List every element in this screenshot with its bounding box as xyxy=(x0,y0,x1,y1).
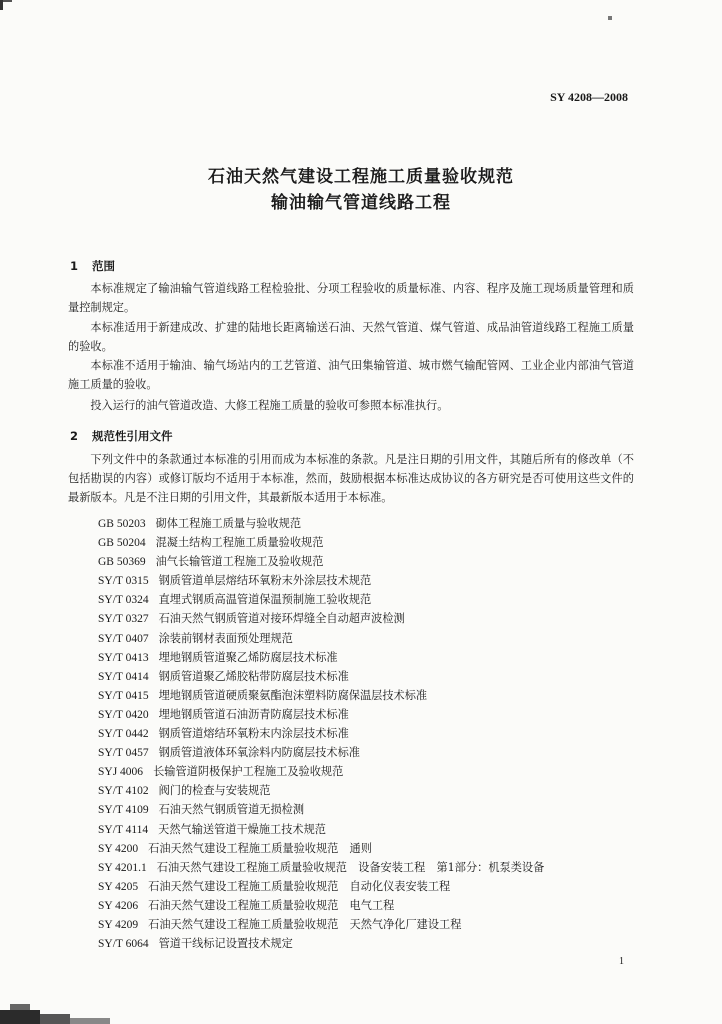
reference-item xyxy=(98,839,658,858)
reference-title: 石油天然气钢质管道无损检测 xyxy=(158,803,305,817)
reference-title: 砌体工程施工质量与验收规范 xyxy=(155,517,302,530)
reference-title: 钢质管道液体环氧涂料内防腐层技术标准 xyxy=(158,746,360,760)
reference-item xyxy=(98,571,658,590)
paragraph: 下列文件中的条款通过本标准的引用而成为本标准的条款。凡是注日期的引用文件，其随后所有的修改单（不包括勘误的内容）或修订版均不适用于本标准，然而，鼓励根据本标准达成协议的各方研究是否可使用这些文件的最新版本。凡是不注日期的引用文件，其最新版本适用于本标准。 xyxy=(68,453,634,504)
reference-code: SY/T 0324 xyxy=(98,594,149,607)
reference-code: SY/T 4109 xyxy=(98,804,149,817)
reference-title: 油气长输管道工程施工及验收规范 xyxy=(155,555,324,569)
reference-item xyxy=(98,686,658,705)
reference-item xyxy=(98,667,658,686)
reference-code: SY/T 0457 xyxy=(98,747,149,760)
reference-title: 涂装前钢材表面预处理规范 xyxy=(158,631,293,645)
reference-item xyxy=(98,934,658,953)
sub-title: 输油输气管道线路工程 xyxy=(271,193,451,213)
reference-title: 钢质管道熔结环氧粉末内涂层技术标准 xyxy=(158,727,349,741)
reference-item xyxy=(98,858,658,877)
reference-code: GB 50369 xyxy=(98,556,146,569)
reference-code: GB 50204 xyxy=(98,537,146,550)
reference-code: SY/T 0442 xyxy=(98,728,149,741)
reference-code: SY 4206 xyxy=(98,899,139,912)
reference-code: SY 4201.1 xyxy=(98,861,147,874)
reference-title: 钢质管道聚乙烯胶粘带防腐层技术标准 xyxy=(158,669,349,683)
reference-item xyxy=(98,800,658,819)
reference-title: 石油天然气建设工程施工质量验收规范 设备安装工程 第1部分：机泵类设备 xyxy=(156,860,545,874)
reference-code: SY/T 4102 xyxy=(98,785,149,798)
main-title: 石油天然气建设工程施工质量验收规范 xyxy=(208,167,514,187)
section-title: 范围 xyxy=(92,259,115,273)
reference-title: 埋地钢质管道石油沥青防腐层技术标准 xyxy=(158,707,349,721)
reference-title: 钢质管道单层熔结环氧粉末外涂层技术规范 xyxy=(158,574,372,588)
reference-title: 埋地钢质管道聚乙烯防腐层技术标准 xyxy=(158,650,338,664)
section-number: 2 xyxy=(70,429,79,443)
section-heading-normative-references xyxy=(70,428,173,444)
section-title: 规范性引用文件 xyxy=(92,429,173,443)
reference-item xyxy=(98,762,658,781)
reference-code: SY/T 6064 xyxy=(98,938,149,951)
reference-code: SY/T 4114 xyxy=(98,823,149,836)
reference-item xyxy=(98,514,658,533)
reference-title: 阀门的检查与安装规范 xyxy=(158,784,271,798)
reference-item xyxy=(98,648,658,667)
reference-item xyxy=(98,609,658,628)
reference-title: 石油天然气建设工程施工质量验收规范 电气工程 xyxy=(148,898,395,912)
scan-speck xyxy=(608,16,612,20)
paragraph: 本标准不适用于输油、输气场站内的工艺管道、油气田集输管道、城市燃气输配管网、工业企业内部油气管道施工质量的验收。 xyxy=(68,359,634,391)
reference-item xyxy=(98,629,658,648)
reference-code: SY/T 0315 xyxy=(98,575,149,588)
reference-item xyxy=(98,820,658,839)
reference-code: SY/T 0420 xyxy=(98,708,149,721)
reference-code: SY/T 0327 xyxy=(98,613,149,626)
reference-code: SY 4200 xyxy=(98,842,139,855)
scan-artifact-bottom-left xyxy=(0,996,120,1024)
reference-title: 长输管道阴极保护工程施工及验收规范 xyxy=(153,765,344,779)
reference-code: SY/T 0415 xyxy=(98,689,149,702)
reference-item xyxy=(98,552,658,571)
reference-item xyxy=(98,896,658,915)
paragraph: 本标准适用于新建成改、扩建的陆地长距离输送石油、天然气管道、煤气管道、成品油管道线路工程施工质量的验收。 xyxy=(68,321,634,353)
reference-code: SY/T 0414 xyxy=(98,670,149,683)
reference-code: GB 50203 xyxy=(98,518,146,530)
section-number: 1 xyxy=(70,259,79,273)
page-number: 1 xyxy=(619,956,624,967)
reference-title: 天然气输送管道干燥施工技术规范 xyxy=(158,822,326,836)
reference-title: 石油天然气建设工程施工质量验收规范 通则 xyxy=(148,841,372,855)
reference-title: 石油天然气建设工程施工质量验收规范 自动化仪表安装工程 xyxy=(148,879,451,893)
reference-item xyxy=(98,590,658,609)
reference-item xyxy=(98,877,658,896)
reference-item xyxy=(98,533,658,552)
reference-code: SY 4205 xyxy=(98,880,139,893)
reference-item xyxy=(98,724,658,743)
reference-item xyxy=(98,781,658,800)
reference-title: 石油天然气钢质管道对接环焊缝全自动超声波检测 xyxy=(158,612,405,626)
scan-artifact-top-left xyxy=(0,0,14,10)
reference-code: SYJ 4006 xyxy=(98,766,144,779)
reference-title: 管道干线标记设置技术规定 xyxy=(158,937,293,951)
paragraph: 投入运行的油气管道改造、大修工程施工质量的验收可参照本标准执行。 xyxy=(90,399,449,412)
paragraph: 本标准规定了输油输气管道线路工程检验批、分项工程验收的质量标准、内容、程序及施工现场质量管理和质量控制规定。 xyxy=(68,282,634,314)
reference-item xyxy=(98,915,658,934)
reference-title: 石油天然气建设工程施工质量验收规范 天然气净化厂建设工程 xyxy=(148,917,462,931)
reference-list xyxy=(98,514,658,953)
reference-title: 混凝土结构工程施工质量验收规范 xyxy=(155,536,324,550)
standard-code: SY 4208—2008 xyxy=(550,90,628,104)
reference-item xyxy=(98,705,658,724)
section-heading-scope xyxy=(70,258,115,274)
reference-code: SY 4209 xyxy=(98,918,139,931)
reference-code: SY/T 0407 xyxy=(98,632,149,645)
reference-title: 埋地钢质管道硬质聚氨酯泡沫塑料防腐保温层技术标准 xyxy=(158,688,428,702)
reference-item xyxy=(98,743,658,762)
reference-title: 直埋式钢质高温管道保温预制施工验收规范 xyxy=(158,593,372,607)
reference-code: SY/T 0413 xyxy=(98,651,149,664)
